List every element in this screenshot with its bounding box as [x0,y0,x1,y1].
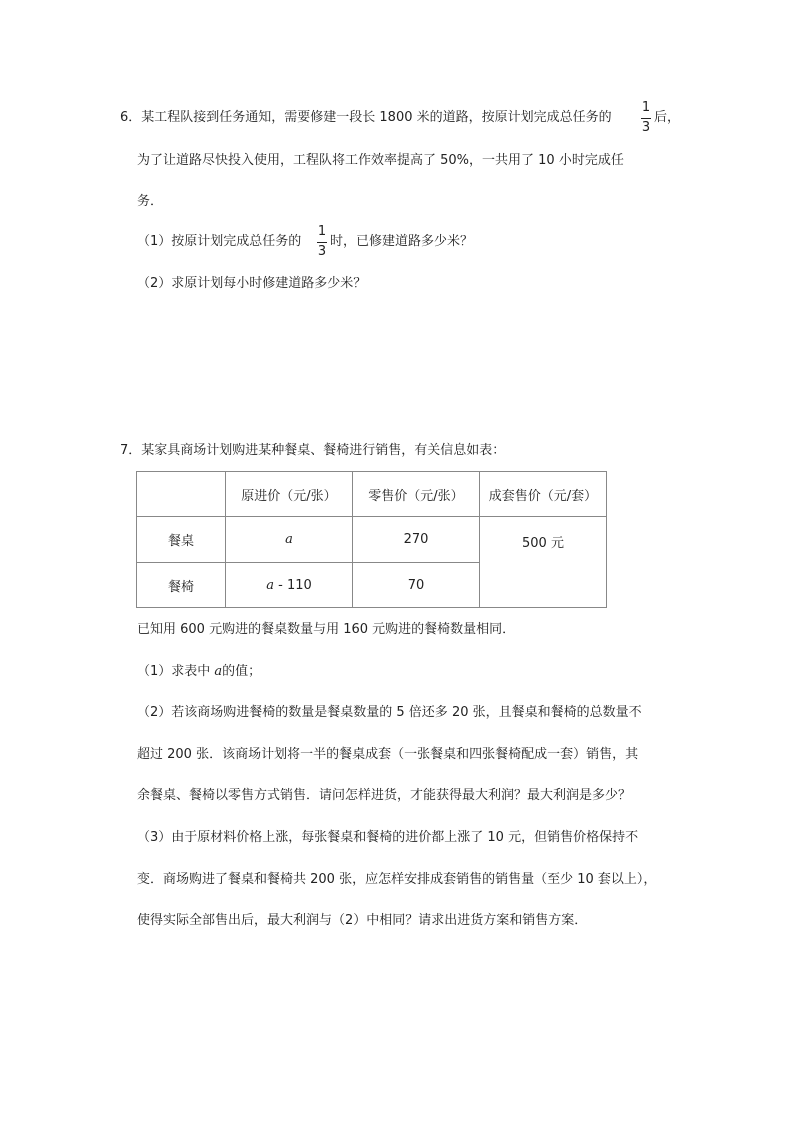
cell-set-price: 500 元 [480,517,607,608]
fraction-numerator: 1 [641,100,651,115]
q7-part3-line3: 使得实际全部售出后，最大利润与（2）中相同？请求出进货方案和销售方案． [137,913,588,928]
q7-part1-text-a: （1）求表中 [137,664,215,679]
row-label-table: 餐桌 [137,517,226,563]
fraction-numerator: 1 [317,224,327,239]
q6-line3: 务． [137,194,164,209]
table-header-empty [137,472,226,517]
table-header-row [137,472,607,517]
q6-fraction-one-third [640,100,652,136]
variable-a: a [266,577,274,593]
q7-part2-line3: 余餐桌、餐椅以零售方式销售．请问怎样进货，才能获得最大利润？最大利润是多少？ [137,788,632,803]
price-info-table [136,471,607,608]
fraction-denominator: 3 [641,120,651,135]
cell-chair-retail: 70 [353,563,480,608]
row-label-chair: 餐椅 [137,563,226,608]
variable-a: a [214,664,223,679]
fraction-bar [641,118,651,119]
q7-part3-line1: （3）由于原材料价格上涨，每张餐桌和餐椅的进价都上涨了 10 元，但销售价格保持不 [137,830,639,845]
q6-part1-fraction-one-third [316,224,328,260]
q7-part1 [137,662,261,682]
q7-part1-text-b: 的值； [222,664,262,679]
cell-table-cost: a [226,517,353,563]
q6-part1-text: （1）按原计划完成总任务的 [137,234,302,249]
cell-chair-cost [226,563,353,608]
fraction-bar [317,242,327,243]
table-header-set-price: 成套售价（元/套） [480,472,607,517]
q7-part3-line2: 变．商场购进了餐桌和餐椅共 200 张，应怎样安排成套销售的销售量（至少 10 套以上）， [137,872,657,887]
q6-part2: （2）求原计划每小时修建道路多少米？ [137,276,367,291]
q7-part2-line1: （2）若该商场购进餐椅的数量是餐桌数量的 5 倍还多 20 张，且餐桌和餐椅的总数量不 [137,705,642,720]
q7-intro: 7．某家具商场计划购进某种餐桌、餐椅进行销售，有关信息如表： [120,443,506,458]
q6-line1 [120,108,612,128]
q7-part2-line2: 超过 200 张．该商场计划将一半的餐桌成套（一张餐桌和四张餐椅配成一套）销售，其 [137,747,639,762]
table-header-cost: 原进价（元/张） [226,472,353,517]
cell-table-retail: 270 [353,517,480,563]
q6-line1-tail: 后， [654,110,681,125]
q6-part1-tail: 时，已修建道路多少米？ [330,234,474,249]
table-header-retail: 零售价（元/张） [353,472,480,517]
cell-chair-cost-rest: - 110 [273,577,312,593]
q6-part1 [137,232,301,252]
q7-given: 已知用 600 元购进的餐桌数量与用 160 元购进的餐椅数量相同． [137,622,516,637]
fraction-denominator: 3 [317,244,327,259]
table-row [137,517,607,563]
q6-line1-text: 6．某工程队接到任务通知，需要修建一段长 1800 米的道路，按原计划完成总任务的 [120,110,612,125]
q6-line2: 为了让道路尽快投入使用，工程队将工作效率提高了 50%，一共用了 10 小时完成任 [137,153,624,168]
